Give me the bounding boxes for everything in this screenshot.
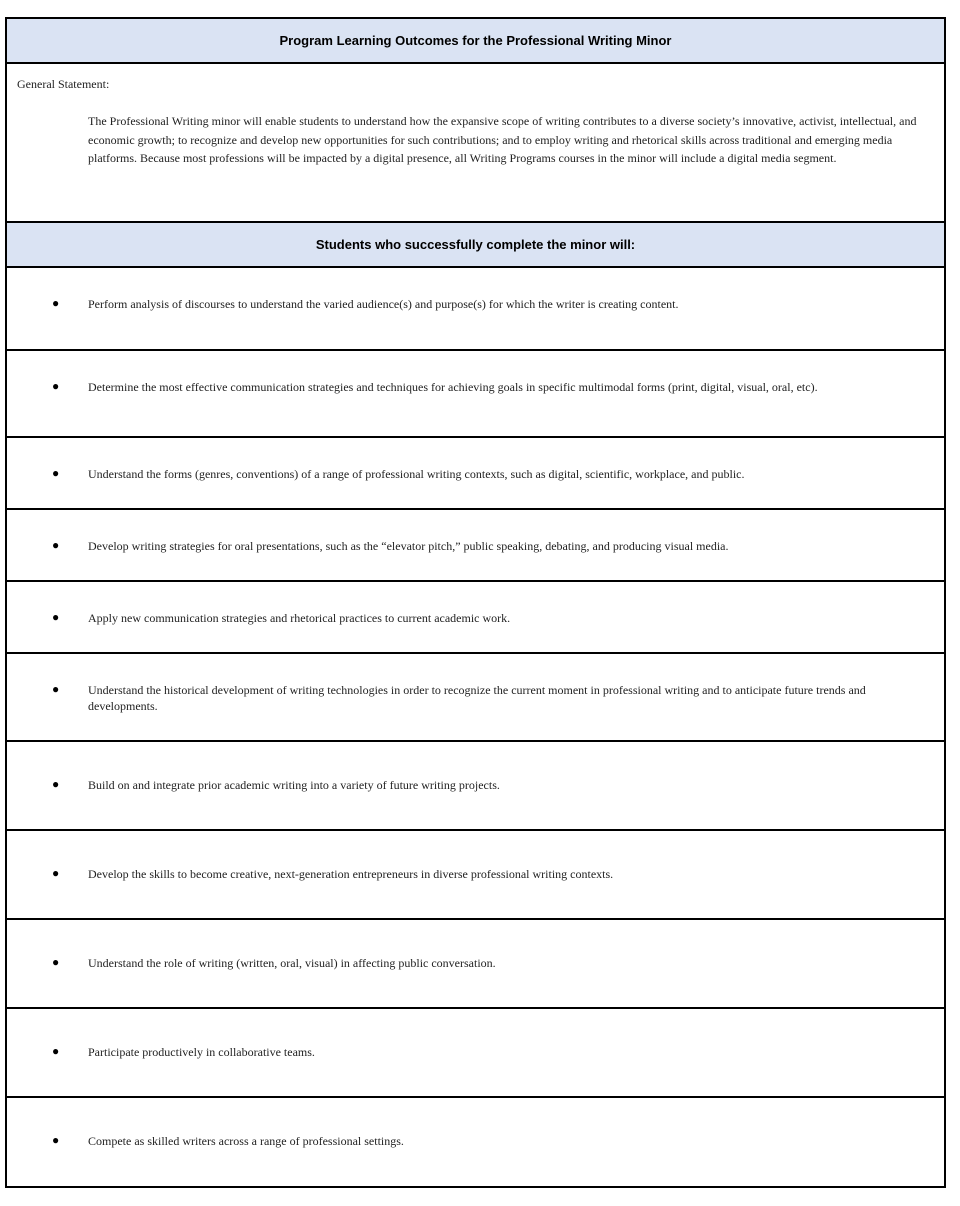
general-statement-row [7,64,944,223]
outcome-text: Build on and integrate prior academic writing into a variety of future writing projects. [88,778,500,792]
learning-outcomes-table [5,17,946,1188]
outcome-row [7,1009,944,1098]
outcome-text: Perform analysis of discourses to understand the varied audience(s) and purpose(s) for which the writer is creating content. [88,297,679,311]
outcome-text: Understand the historical development of writing technologies in order to recognize the current moment in professional writing and to anticipate future trends and developments. [88,683,866,713]
outcome-text: Determine the most effective communication strategies and techniques for achieving goals in specific multimodal forms (print, digital, visual, oral, etc). [88,380,818,394]
bullet-icon: ● [52,1133,60,1147]
outcome-text: Develop the skills to become creative, next-generation entrepreneurs in diverse professional writing contexts. [88,867,614,881]
outcome-row [7,351,944,438]
bullet-icon: ● [52,466,60,480]
bullet-icon: ● [52,777,60,791]
outcomes-heading: Students who successfully complete the minor will: [315,237,636,252]
outcome-row [7,582,944,654]
table-title: Program Learning Outcomes for the Professional Writing Minor [279,33,672,48]
outcome-row [7,920,944,1009]
outcome-row [7,510,944,582]
general-statement-label: General Statement: [17,77,110,91]
bullet-icon: ● [52,296,60,310]
bullet-icon: ● [52,682,60,696]
outcomes-heading-row [7,223,944,268]
outcome-text: Apply new communication strategies and rhetorical practices to current academic work. [88,611,511,625]
bullet-icon: ● [52,955,60,969]
outcome-row [7,831,944,920]
outcome-row [7,1098,944,1186]
bullet-icon: ● [52,379,60,393]
outcome-text: Understand the role of writing (written, oral, visual) in affecting public conversation. [88,956,496,970]
outcome-row [7,742,944,831]
outcome-text: Understand the forms (genres, conventions) of a range of professional writing contexts, such as digital, scientific, workplace, and public. [88,467,745,481]
bullet-icon: ● [52,866,60,880]
general-statement-body: The Professional Writing minor will enable students to understand how the expansive scope of writing contributes to a diverse society’s innovative, activist, intellectual, and economic growth; to recognize and develop new opportunities for such contributions; and to employ writing and rhetorical skills across traditional and emerging media platforms. Because most professions will be impacted by a digital presence, all Writing Programs courses in the minor will include a digital media segment. [88,114,917,165]
outcome-text: Participate productively in collaborative teams. [88,1045,315,1059]
outcome-text: Compete as skilled writers across a range of professional settings. [88,1134,404,1148]
bullet-icon: ● [52,610,60,624]
outcome-row [7,654,944,742]
outcome-row [7,438,944,510]
outcome-text: Develop writing strategies for oral presentations, such as the “elevator pitch,” public speaking, debating, and producing visual media. [88,539,729,553]
outcome-row [7,268,944,351]
bullet-icon: ● [52,538,60,552]
table-title-row [7,19,944,64]
bullet-icon: ● [52,1044,60,1058]
